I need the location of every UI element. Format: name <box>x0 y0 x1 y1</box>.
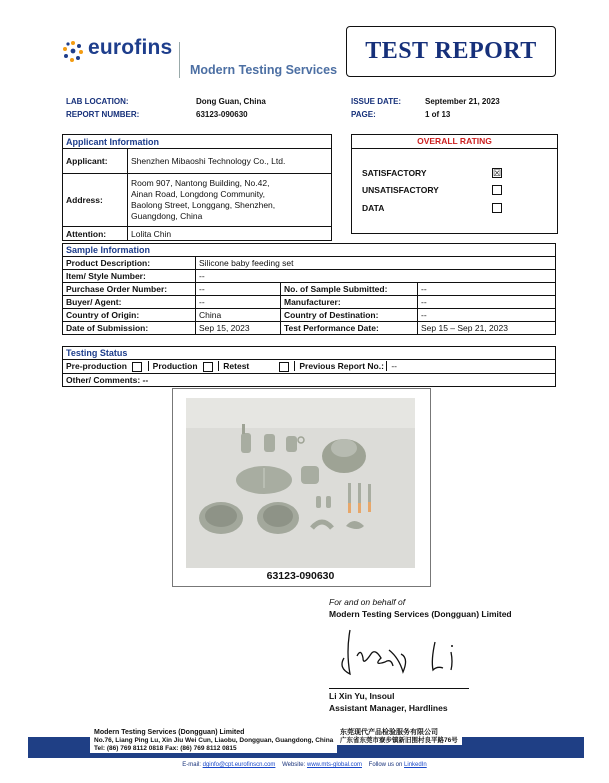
page-value: 1 of 13 <box>425 110 451 119</box>
signer-name: Li Xin Yu, Insoul <box>329 691 395 701</box>
email-link[interactable]: dginfo@cpt.eurofinscn.com <box>202 762 276 768</box>
issue-date-value: September 21, 2023 <box>425 97 500 106</box>
previous-report-label: Previous Report No.: <box>294 361 384 371</box>
address-line: Room 907, Nantong Building, No.42, <box>131 178 270 188</box>
rating-satisfactory-checkbox[interactable]: ☒ <box>493 168 502 178</box>
testing-status-table <box>62 346 556 387</box>
rating-unsatisfactory-label: UNSATISFACTORY <box>362 185 439 195</box>
lab-location-label: LAB LOCATION: <box>66 97 129 106</box>
footer-tel-fax: Tel: (86) 769 8112 0818 Fax: (86) 769 8112 0815 <box>94 745 237 752</box>
attention-value: Lolita Chin <box>128 227 332 241</box>
footer-company-name: Modern Testing Services (Dongguan) Limited <box>94 729 245 736</box>
pre-production-label: Pre-production <box>66 361 127 371</box>
brand-name: eurofins <box>88 36 173 59</box>
product-description-value: Silicone baby feeding set <box>196 257 556 270</box>
other-comments-row <box>63 373 556 386</box>
rating-data-checkbox[interactable] <box>492 203 502 213</box>
performance-value: Sep 15 – Sep 21, 2023 <box>418 322 556 335</box>
linkedin-link[interactable]: LinkedIn <box>404 762 427 768</box>
handwritten-signature <box>335 622 475 682</box>
signature-line <box>329 688 469 689</box>
website-link[interactable]: www.mts-global.com <box>306 762 362 768</box>
po-value: -- <box>196 283 281 296</box>
rating-data-label: DATA <box>362 203 385 213</box>
origin-value: China <box>196 309 281 322</box>
buyer-value: -- <box>196 296 281 309</box>
report-number-value: 63123-090630 <box>196 110 248 119</box>
retest-label: Retest <box>218 361 249 371</box>
division-name: Modern Testing Services <box>190 63 338 77</box>
manufacturer-value: -- <box>418 296 556 309</box>
footer-contact <box>0 762 609 768</box>
signature-company: Modern Testing Services (Dongguan) Limited <box>329 609 512 619</box>
product-description-label: Product Description: <box>63 257 196 270</box>
applicant-label: Applicant: <box>63 149 128 174</box>
rating-unsatisfactory-checkbox[interactable] <box>492 185 502 195</box>
destination-label: Country of Destination: <box>281 309 418 322</box>
submission-label: Date of Submission: <box>63 322 196 335</box>
overall-rating-title: OVERALL RATING <box>352 135 557 149</box>
report-title: TEST REPORT <box>365 38 537 64</box>
other-comments-value: -- <box>142 374 149 385</box>
applicant-section-title: Applicant Information <box>63 135 332 149</box>
address-value <box>128 174 332 227</box>
sample-table <box>62 243 556 335</box>
issue-date-label: ISSUE DATE: <box>351 97 402 106</box>
testing-section-title: Testing Status <box>63 347 556 360</box>
destination-value: -- <box>418 309 556 322</box>
footer-company-cn-name: 东莞现代产品检验服务有限公司 <box>340 729 438 736</box>
address-line: Ainan Road, Longdong Community, <box>131 189 266 199</box>
buyer-label: Buyer/ Agent: <box>63 296 196 309</box>
eurofins-logo-icon <box>62 40 84 62</box>
photo-caption: 63123-090630 <box>266 570 335 582</box>
pre-production-checkbox[interactable] <box>132 362 142 372</box>
manufacturer-label: Manufacturer: <box>281 296 418 309</box>
other-comments-label: Other/ Comments: <box>66 374 141 385</box>
signer-title: Assistant Manager, Hardlines <box>329 703 448 713</box>
address-label: Address: <box>63 174 128 227</box>
report-number-label: REPORT NUMBER: <box>66 110 140 119</box>
follow-text: Follow us on <box>368 762 403 768</box>
footer-address-cn: 广东省东莞市寮步镇新旧围村良平路76号 <box>340 737 458 744</box>
address-line: Baolong Street, Longgang, Shenzhen, <box>131 200 276 210</box>
on-behalf-text: For and on behalf of <box>329 597 406 607</box>
production-checkbox[interactable] <box>203 362 213 372</box>
performance-label: Test Performance Date: <box>281 322 418 335</box>
overall-rating-box <box>351 134 558 234</box>
item-style-value: -- <box>196 270 556 283</box>
retest-checkbox[interactable] <box>279 362 289 372</box>
page-label: PAGE: <box>351 110 376 119</box>
applicant-table <box>62 134 332 241</box>
email-label: E-mail: <box>182 762 201 768</box>
item-style-label: Item/ Style Number: <box>63 270 196 283</box>
samples-submitted-label: No. of Sample Submitted: <box>281 283 418 296</box>
submission-value: Sep 15, 2023 <box>196 322 281 335</box>
origin-label: Country of Origin: <box>63 309 196 322</box>
testing-status-row <box>63 360 556 374</box>
production-label: Production <box>148 361 198 371</box>
attention-label: Attention: <box>63 227 128 241</box>
sample-photo <box>186 398 415 568</box>
samples-submitted-value: -- <box>418 283 556 296</box>
footer-address: No.76, Liang Ping Lu, Xin Jiu Wei Cun, Liaobu, Dongguan, Guangdong, China <box>94 737 334 744</box>
lab-location-value: Dong Guan, China <box>196 97 266 106</box>
address-line: Guangdong, China <box>131 211 203 221</box>
footer-company-en <box>90 729 337 753</box>
rating-satisfactory-label: SATISFACTORY <box>362 168 427 178</box>
applicant-value: Shenzhen Mibaoshi Technology Co., Ltd. <box>128 149 332 174</box>
logo-divider <box>179 42 180 78</box>
previous-report-value: -- <box>386 361 397 371</box>
footer-company-cn <box>336 729 462 745</box>
report-title-box <box>346 26 556 77</box>
sample-section-title: Sample Information <box>63 244 556 257</box>
website-label: Website: <box>282 762 306 768</box>
po-label: Purchase Order Number: <box>63 283 196 296</box>
